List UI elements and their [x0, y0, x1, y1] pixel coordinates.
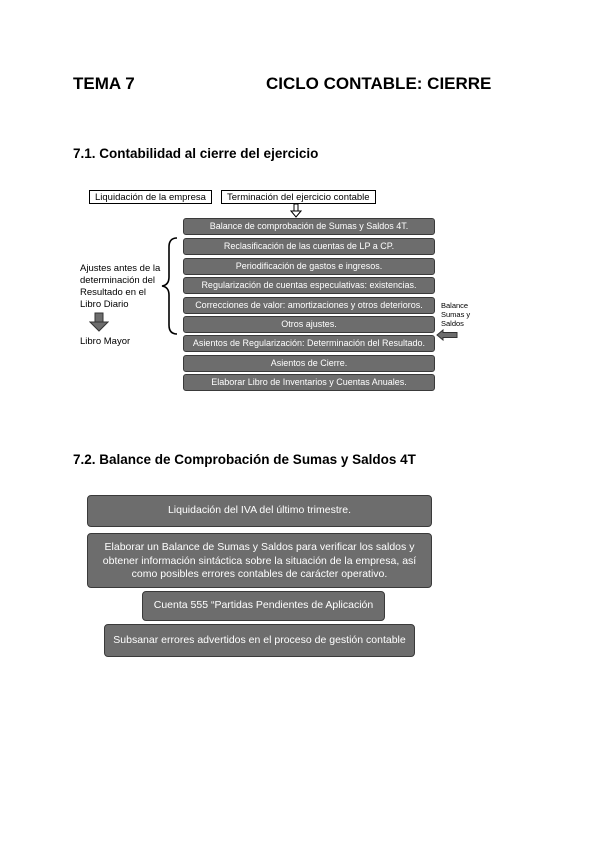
- section-2-heading: 7.2. Balance de Comprobación de Sumas y Saldos 4T: [73, 452, 416, 467]
- cuenta-555-box: Cuenta 555 “Partidas Pendientes de Aplicación: [142, 591, 385, 621]
- ajustes-note: [80, 263, 162, 311]
- ajustes-note-line: Libro Diario: [80, 299, 129, 310]
- page-title: CICLO CONTABLE: CIERRE: [266, 74, 492, 93]
- ajustes-note-line: Resultado en el: [80, 287, 147, 298]
- step-reclasificacion: Reclasificación de las cuentas de LP a CP.: [183, 238, 435, 255]
- ajustes-note-line: determinación del: [80, 275, 155, 286]
- liquidacion-iva-box: Liquidación del IVA del último trimestre.: [87, 495, 432, 527]
- libro-mayor-label: Libro Mayor: [80, 336, 131, 347]
- balance-sumas-saldos-note: [441, 301, 470, 328]
- section-1-heading: 7.1. Contabilidad al cierre del ejercicio: [73, 146, 319, 161]
- step-balance-comprobacion: Balance de comprobación de Sumas y Saldos 4T.: [183, 218, 435, 235]
- step-libro-inventarios: Elaborar Libro de Inventarios y Cuentas Anuales.: [183, 374, 435, 391]
- brace-icon: [160, 237, 180, 335]
- terminacion-box: Terminación del ejercicio contable: [221, 190, 376, 204]
- balance-sumas-saldos-box: [87, 533, 432, 588]
- balance-note-line: Saldos: [441, 319, 464, 328]
- subsanar-errores-box: Subsanar errores advertidos en el proceso de gestión contable: [104, 624, 415, 657]
- box-text-line: obtener información sintáctica sobre la situación de la empresa, así: [102, 554, 417, 567]
- down-arrow-icon: [89, 312, 109, 332]
- step-regularizacion-existencias: Regularización de cuentas especulativas: existencias.: [183, 277, 435, 294]
- left-arrow-icon: [436, 329, 458, 341]
- step-asientos-cierre: Asientos de Cierre.: [183, 355, 435, 372]
- step-otros-ajustes: Otros ajustes.: [183, 316, 435, 333]
- step-periodificacion: Periodificación de gastos e ingresos.: [183, 258, 435, 275]
- box-text-line: como posibles errores contables de carácter operativo.: [131, 568, 388, 580]
- tema-number: TEMA 7: [73, 74, 135, 93]
- down-arrow-icon: [290, 204, 302, 218]
- step-asientos-regularizacion: Asientos de Regularización: Determinación del Resultado.: [183, 335, 435, 352]
- box-text-line: Elaborar un Balance de Sumas y Saldos para verificar los saldos y: [104, 541, 415, 553]
- balance-note-line: Sumas y: [441, 310, 471, 319]
- liquidacion-box: Liquidación de la empresa: [89, 190, 212, 204]
- ajustes-note-line: Ajustes antes de la: [80, 263, 161, 274]
- balance-note-line: Balance: [441, 301, 469, 310]
- step-correcciones-valor: Correcciones de valor: amortizaciones y otros deterioros.: [183, 297, 435, 314]
